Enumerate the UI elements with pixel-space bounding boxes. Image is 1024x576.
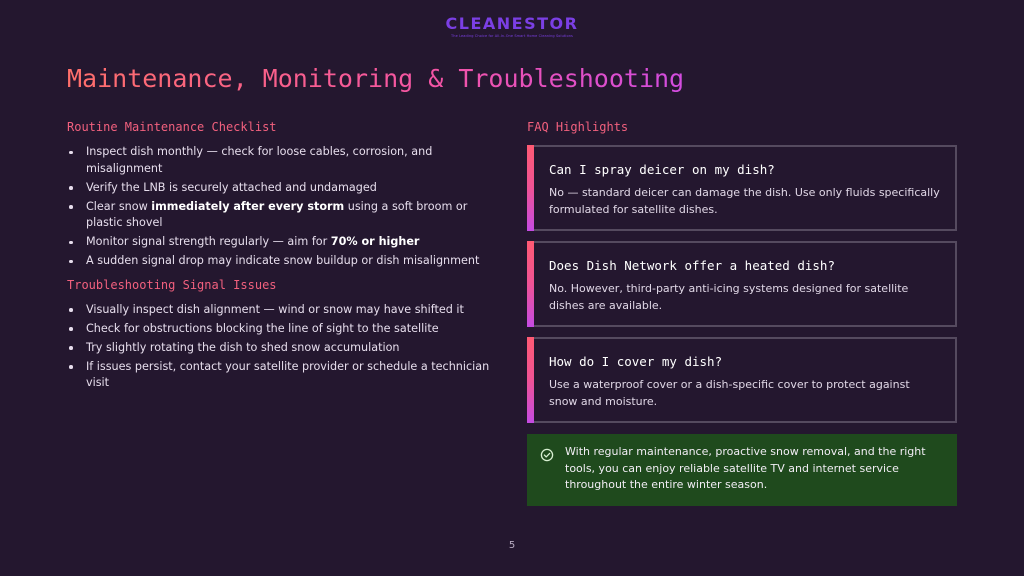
list-item: Check for obstructions blocking the line of sight to the satellite	[67, 321, 497, 338]
faq-card	[527, 145, 957, 231]
routine-list	[67, 144, 497, 270]
faq-question: How do I cover my dish?	[549, 354, 723, 369]
summary-text: With regular maintenance, proactive snow removal, and the right tools, you can enjoy reliable satellite TV and internet service throughout the entire winter season.	[565, 445, 926, 491]
summary-note	[527, 434, 957, 506]
list-item: Verify the LNB is securely attached and undamaged	[67, 180, 497, 197]
faq-answer: No — standard deicer can damage the dish. Use only fluids specifically formulated for satellite dishes.	[549, 186, 940, 216]
faq-question: Can I spray deicer on my dish?	[549, 162, 775, 177]
troubleshooting-list	[67, 302, 497, 392]
list-item: If issues persist, contact your satellite provider or schedule a technician visit	[67, 359, 497, 392]
logo-tagline: The Leading Choice for All-In-One Smart Home Cleaning Solutions	[451, 34, 573, 38]
faq-answer: Use a waterproof cover or a dish-specific cover to protect against snow and moisture.	[549, 378, 910, 408]
brand-logo	[0, 14, 1024, 39]
page-title: Maintenance, Monitoring & Troubleshooting	[67, 62, 684, 96]
check-circle-icon	[540, 448, 554, 462]
logo-wordmark: CLEANESTOR	[445, 14, 579, 33]
list-item: Clear snow immediately after every storm using a soft broom or plastic shovel	[67, 199, 497, 232]
page-number: 5	[508, 540, 516, 551]
faq-card	[527, 337, 957, 423]
list-item: Visually inspect dish alignment — wind or snow may have shifted it	[67, 302, 497, 319]
list-item: A sudden signal drop may indicate snow buildup or dish misalignment	[67, 253, 497, 270]
list-item: Monitor signal strength regularly — aim for 70% or higher	[67, 234, 497, 251]
list-item: Inspect dish monthly — check for loose cables, corrosion, and misalignment	[67, 144, 497, 177]
faq-answer: No. However, third-party anti-icing systems designed for satellite dishes are available.	[549, 282, 909, 312]
faq-card	[527, 241, 957, 327]
faq-heading: FAQ Highlights	[527, 120, 629, 134]
troubleshooting-heading: Troubleshooting Signal Issues	[67, 277, 277, 292]
faq-question: Does Dish Network offer a heated dish?	[549, 258, 835, 273]
left-column	[67, 119, 497, 394]
list-item: Try slightly rotating the dish to shed snow accumulation	[67, 340, 497, 357]
routine-heading: Routine Maintenance Checklist	[67, 120, 277, 134]
